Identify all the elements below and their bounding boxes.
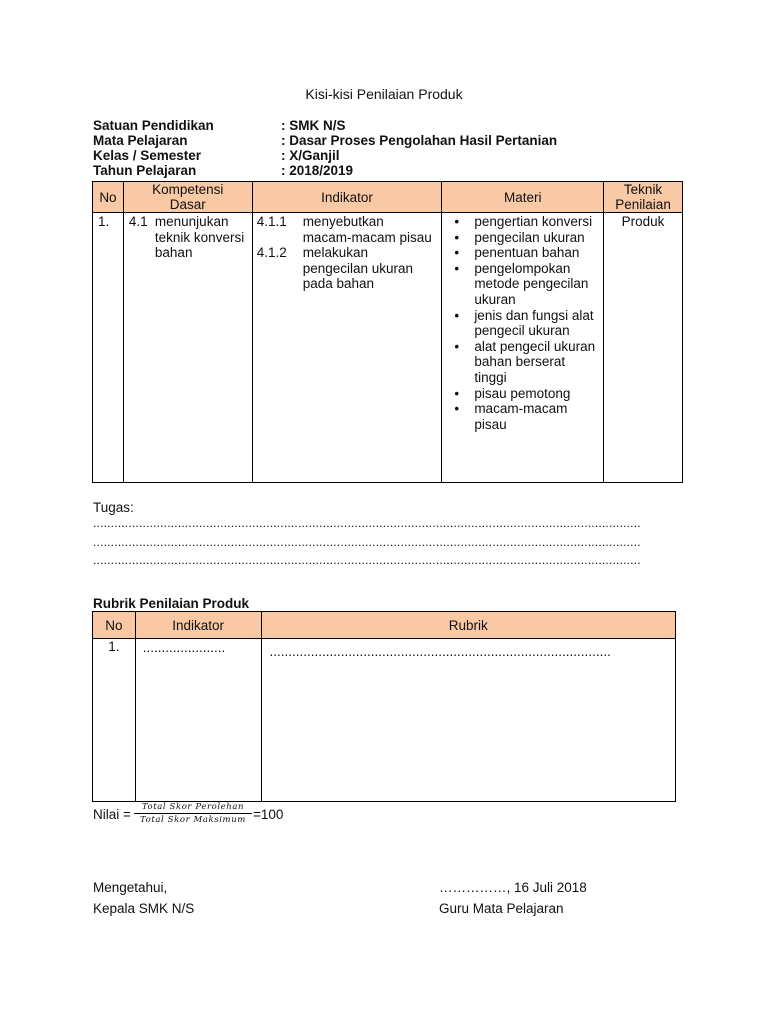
indikator-number: 4.1.2 [256,245,287,261]
signature-left-line1: Mengetahui, [93,880,168,895]
list-item: • pengecilan ukuran [474,230,599,246]
header-kd-line1: Kompetensi [152,182,224,197]
info-value-satuan: : SMK N/S [281,118,346,133]
info-label-mapel: Mata Pelajaran [93,133,188,148]
rubrik-row-rubrik: ........................................................................................... [261,639,676,802]
table-row [93,639,676,802]
list-item: • pengelompokan metode pengecilan ukuran [474,261,599,308]
info-label-kelas: Kelas / Semester [93,148,202,163]
rubrik-header-no: No [93,612,136,639]
info-value-tahun: : 2018/2019 [281,163,354,178]
list-item: • pengertian konversi [474,214,599,230]
tugas-label: Tugas: [93,500,134,515]
nilai-fraction [134,802,252,825]
list-item: • penentuan bahan [474,245,599,261]
table-header-row [93,182,683,213]
document-title: Kisi-kisi Penilaian Produk [305,86,463,102]
kd-text: menunjukan teknik konversi bahan [154,214,245,261]
info-label-satuan: Satuan Pendidikan [93,118,214,133]
indikator-item [257,245,442,292]
nilai-label: Nilai = [93,807,131,822]
indikator-item [257,214,442,245]
rubrik-title: Rubrik Penilaian Produk [93,596,250,611]
row-indikator [252,213,442,483]
kd-number: 4.1 [128,214,148,229]
signature-right-line2: Guru Mata Pelajaran [439,901,564,916]
info-value-kelas: : X/Ganjil [281,148,340,163]
nilai-denominator: Total Skor Maksimum [140,815,246,825]
kisi-kisi-table [92,181,683,483]
rubrik-table [92,611,676,802]
header-teknik-line2: Penilaian [615,197,671,212]
rubrik-header-indikator: Indikator [135,612,261,639]
list-item: • alat pengecil ukuran bahan berserat tinggi [474,339,599,386]
nilai-numerator: Total Skor Perolehan [134,802,252,814]
header-no: No [93,182,124,213]
indikator-text: menyebutkan macam-macam pisau [302,214,432,245]
rubrik-row-no: 1. [93,639,136,802]
signature-left-line2: Kepala SMK N/S [93,901,195,916]
nilai-suffix: =100 [253,807,284,822]
rubrik-row-indikator: ...................... [135,639,261,802]
header-kd-line2: Dasar [169,197,206,212]
row-kompetensi-dasar [123,213,252,483]
rubrik-header-rubrik: Rubrik [261,612,676,639]
materi-list [444,214,599,432]
list-item: • macam-macam pisau [474,401,599,432]
header-kompetensi-dasar [123,182,252,213]
row-materi [442,213,604,483]
indikator-text: melakukan pengecilan ukuran pada bahan [302,245,414,292]
header-materi: Materi [442,182,604,213]
table-header-row [93,612,676,639]
row-no: 1. [93,213,124,483]
row-teknik-penilaian: Produk [604,213,683,483]
indikator-number: 4.1.1 [256,214,287,229]
tugas-line: ........................................................................................................................................................... [93,516,641,530]
info-label-tahun: Tahun Pelajaran [93,163,197,178]
header-teknik-line1: Teknik [623,182,663,197]
tugas-line: ........................................................................................................................................................... [93,553,641,567]
info-value-mapel: : Dasar Proses Pengolahan Hasil Pertanian [281,133,558,148]
header-indikator: Indikator [252,182,442,213]
list-item: • pisau pemotong [474,386,599,402]
signature-right-line1: ……………, 16 Juli 2018 [439,880,587,895]
header-teknik-penilaian [604,182,683,213]
table-row [93,213,683,483]
tugas-line: ........................................................................................................................................................... [93,535,641,549]
list-item: • jenis dan fungsi alat pengecil ukuran [474,308,599,339]
